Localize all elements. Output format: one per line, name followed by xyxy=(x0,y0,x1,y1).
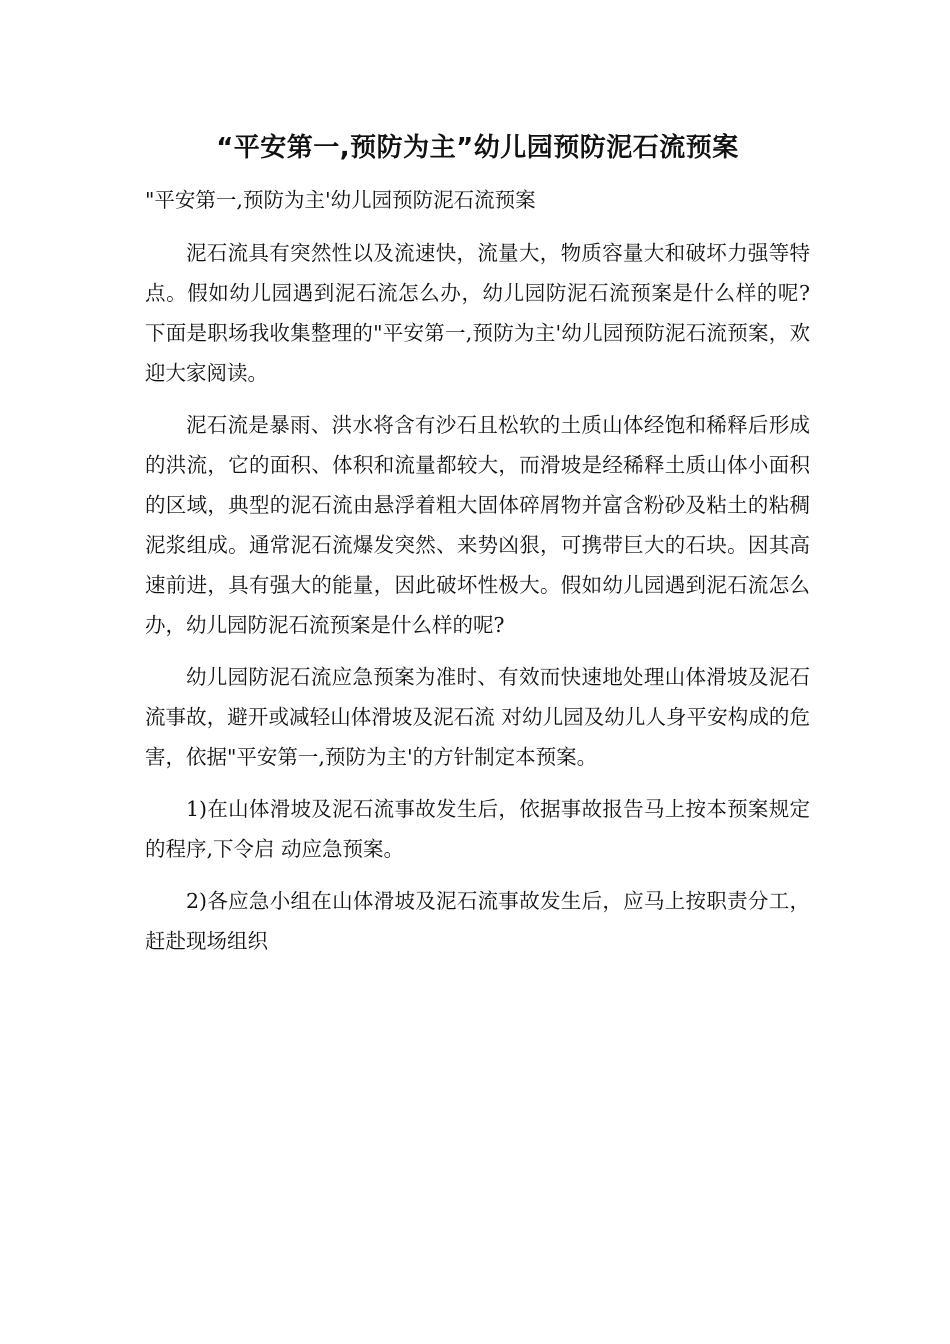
paragraph-purpose: 幼儿园防泥石流应急预案为准时、有效而快速地处理山体滑坡及泥石流事故，避开或减轻山体滑坡及泥石流 对幼儿园及幼儿人身平安构成的危害，依据"平安第一,预防为主'的方针制定本预案。 xyxy=(145,665,810,769)
document-title: “平安第一,预防为主”幼儿园预防泥石流预案 xyxy=(216,133,739,163)
paragraph-definition: 泥石流是暴雨、洪水将含有沙石且松软的土质山体经饱和稀释后形成的洪流，它的面积、体积和流量都较大，而滑坡是经稀释土质山体小面积的区域，典型的泥石流由悬浮着粗大固体碎屑物并富含粉砂及粘土的粘稠泥浆组成。通常泥石流爆发突然、来势凶狠，可携带巨大的石块。因其高速前进，具有强大的能量，因此破坏性极大。假如幼儿园遇到泥石流怎么办，幼儿园防泥石流预案是什么样的呢? xyxy=(145,413,810,637)
paragraph-step-2: 2)各应急小组在山体滑坡及泥石流事故发生后，应马上按职责分工，赶赴现场组织 xyxy=(145,889,810,953)
document-page xyxy=(145,128,810,973)
document-subtitle: "平安第一,预防为主'幼儿园预防泥石流预案 xyxy=(145,188,536,212)
paragraph-step-1: 1)在山体滑坡及泥石流事故发生后，依据事故报告马上按本预案规定的程序,下令启 动应急预案。 xyxy=(145,797,810,861)
paragraph-intro: 泥石流具有突然性以及流速快，流量大，物质容量大和破坏力强等特点。假如幼儿园遇到泥石流怎么办，幼儿园防泥石流预案是什么样的呢?下面是职场我收集整理的"平安第一,预防为主'幼儿园预防泥石流预案，欢迎大家阅读。 xyxy=(145,241,810,385)
